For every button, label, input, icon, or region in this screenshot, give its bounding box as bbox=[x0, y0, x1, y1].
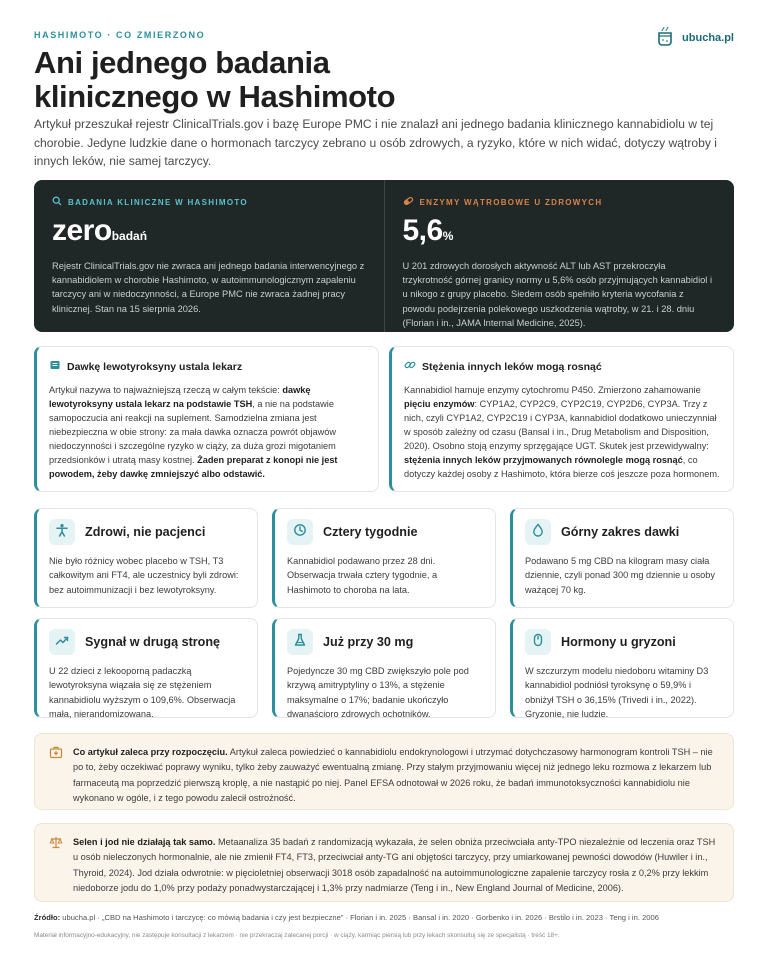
page-title: Ani jednego badania klinicznego w Hashimoto bbox=[34, 45, 396, 114]
note-title: Dawkę lewotyroksyny ustala lekarz bbox=[67, 360, 243, 373]
card-text: U 22 dzieci z lekooporną padaczką lewotyroksyna wiązała się ze stężeniem kannabidiolu wyższym o 109,6%. Obserwacja mała, nierandomizowana. bbox=[49, 666, 236, 720]
source-label: Źródło: bbox=[34, 913, 61, 922]
note-levothyroxine bbox=[34, 346, 379, 492]
card-title: Górny zakres dawki bbox=[561, 525, 680, 539]
card-text: Podawano 5 mg CBD na kilogram masy ciała dziennie, czyli ponad 300 mg dziennie u osoby ważącej 70 kg. bbox=[525, 556, 715, 595]
note-drug-levels bbox=[389, 346, 734, 492]
search-icon bbox=[52, 196, 62, 208]
callout-selenium-iodine bbox=[34, 823, 734, 902]
pill-icon bbox=[403, 196, 414, 208]
link-icon bbox=[404, 359, 416, 374]
source-footer bbox=[34, 913, 734, 922]
disclaimer: Materiał informacyjno-edukacyjny, nie zastępuje konsultacji z lekarzem · nie przekraczaj zalecanej porcji · w ciąży, karmiąc piersią lub przy lekach skonsultuj się ze specjalistą · treść 18+. bbox=[34, 932, 560, 939]
trend-up-icon bbox=[55, 633, 69, 652]
card-title: Już przy 30 mg bbox=[323, 635, 414, 649]
stat-label: ENZYMY WĄTROBOWE U ZDROWYCH bbox=[419, 197, 603, 207]
stats-panel bbox=[34, 180, 734, 332]
card-title: Cztery tygodnie bbox=[323, 525, 418, 539]
note-text-part: , a nie na podstawie samopoczucia ani reakcji na suplement. Samodzielna zmiana jest niebezpieczna w obie strony: za mała dawka oznacza powrót objawów niedoczynności i szczególne ryzyko w ciąży, za duża grozi migotaniem przedsionków i utratą masy kostnej. bbox=[49, 399, 337, 465]
card-title: Sygnał w drugą stronę bbox=[85, 635, 221, 649]
callout-text bbox=[73, 835, 719, 901]
stat-unit: badań bbox=[111, 229, 148, 243]
card-30mg bbox=[272, 618, 496, 718]
brand-name: ubucha.pl bbox=[682, 31, 734, 44]
brand-logo[interactable] bbox=[654, 24, 734, 51]
card-four-weeks bbox=[272, 508, 496, 608]
note-text-part: Kannabidiol hamuje enzymy cytochromu P450. Zmierzono zahamowanie bbox=[404, 385, 701, 395]
callout-body: Metaanaliza 35 badań z randomizacją wykazała, że selen obniża przeciwciała anty-TPO niezależnie od leczenia oraz TSH u osób nieleczonych hormonalnie, ale nie zmienił FT4, FT3, przeciwciał anty-TG ani objętości tarczycy, przy umiarkowanej pewności dowodów (Huwiler i in., Thyroid, 2024). Jod działa odwrotnie: w pięcioletniej obserwacji 3018 osób zapadalność na autoimmunologiczne zapalenie tarczycy rosła z 0,2% przy lekkim niedoborze jodu do 1,0% przy podaży ponadwystarczającej i 1,3% przy nadmiarze (Teng i in., New England Journal of Medicine, 2006). bbox=[73, 837, 716, 893]
callout-text bbox=[73, 745, 719, 809]
card-title: Zdrowi, nie pacjenci bbox=[85, 525, 206, 539]
source-text: ubucha.pl · „CBD na Hashimoto i tarczycę: co mówią badania i czy jest bezpieczne” · Florian i in. 2025 · Bansal i in. 2020 · Gorbenko i in. 2026 · Brstilo i in. 2023 · Teng i in. 2006 bbox=[60, 913, 659, 922]
stat-clinical-trials bbox=[34, 180, 384, 332]
clock-icon bbox=[293, 523, 307, 542]
kicker: HASHIMOTO · CO ZMIERZONO bbox=[34, 30, 206, 40]
card-text: Pojedyncze 30 mg CBD zwiększyło pole pod krzywą amitryptyliny o 13%, a stężenie maksymalne o 17%; badanie ukończyło dwanaściorо zdrowych ochotników. bbox=[287, 666, 469, 720]
drop-icon bbox=[531, 523, 545, 542]
stat-value: zero bbox=[52, 214, 112, 247]
stat-description: Rejestr ClinicalTrials.gov nie zwraca ani jednego badania interwencyjnego z kannabidiolem w chorobie Hashimoto, w autoimmunologicznym zapaleniu tarczycy ani w niedoczynności, a Europe PMC nie zwraca żadnej pracy klinicznej. Stan na 15 sierpnia 2026. bbox=[52, 261, 365, 314]
note-highlight: pięciu enzymów bbox=[404, 399, 475, 409]
callout-heading: Selen i jod nie działają tak samo. bbox=[73, 837, 216, 847]
note-highlight: Żaden preparat z konopi nie jest powodem, żeby dawkę zmniejszyć albo odstawić. bbox=[49, 455, 338, 479]
card-healthy-not-patients bbox=[34, 508, 258, 608]
kombucha-logo-icon bbox=[654, 24, 676, 51]
flask-icon bbox=[293, 633, 307, 652]
callout-start-advice bbox=[34, 733, 734, 810]
note-text-part: Artykuł nazywa to najważniejszą rzeczą w całym tekście: bbox=[49, 385, 283, 395]
person-icon bbox=[55, 523, 69, 542]
note-text-part: , co dotyczy każdej osoby z Hashimoto, która bierze coś jeszcze poza hormonem. bbox=[404, 455, 720, 479]
card-text: W szczurzym modelu niedoboru witaminy D3 kannabidiol podniósł tyroksynę o 59,9% i obniżył TSH o 36,15% (Trivedi i in., 2022). Gryzonie, nie ludzie. bbox=[525, 666, 709, 720]
stat-label: BADANIA KLINICZNE W HASHIMOTO bbox=[68, 197, 248, 207]
note-highlight: stężenia innych leków przyjmowanych równolegle mogą rosnąć bbox=[404, 455, 683, 465]
callout-heading: Co artykuł zaleca przy rozpoczęciu. bbox=[73, 747, 228, 757]
card-text: Nie było różnicy wobec placebo w TSH, T3 całkowitym ani FT4, ale uczestnicy byli zdrowi: bez autoimmunizacji i bez lewotyroksyny. bbox=[49, 556, 239, 595]
stat-unit: % bbox=[442, 229, 454, 243]
card-opposite-signal bbox=[34, 618, 258, 718]
note-title: Stężenia innych leków mogą rosnąć bbox=[422, 360, 602, 373]
note-text bbox=[49, 383, 366, 481]
stat-description: U 201 zdrowych dorosłych aktywność ALT lub AST przekroczyła trzykrotność górnej granicy normy u 5,6% osób przyjmujących kannabidiol i u nikogo z grupy placebo. Siedem osób spełniło kryteria wycofania z powodu podejrzenia polekowego uszkodzenia wątroby, w 21. i 28. dniu (Florian i in., JAMA Internal Medicine, 2025). bbox=[402, 261, 713, 328]
card-upper-dose bbox=[510, 508, 734, 608]
callout-body: Artykuł zaleca powiedzieć o kannabidiolu endokrynologowi i utrzymać dotychczasowy harmonogram kontroli TSH – nie po to, żeby oczekiwać poprawy wyniku, tylko żeby zauważyć ewentualną zmianę. Przy stałym przyjmowaniu więcej niż jednego leku rozmowa z lekarzem lub farmaceutą ma poprzedzić pierwszą kroplę, a nie nastąpić po niej. Panel EFSA odnotował w 2026 roku, że badań immunotoksyczności kannabidiolu nie wykonano w ogóle, i z tego powodu zalecił ostrożność. bbox=[73, 747, 713, 803]
note-text-part: : CYP1A2, CYP2C9, CYP2C19, CYP2D6, CYP3A. Trzy z nich, czyli CYP1A2, CYP2C19 i CYP3A, kannabidiol dodatkowo unieczynniał w sposób zależny od czasu (Bansal i in., Drug Metabolism and Disposition, 2020). Osobno stoją enzymy sprzęgające UGT. Skutek jest przewidywalny: bbox=[404, 399, 717, 451]
lead-paragraph: Artykuł przeszukał rejestr ClinicalTrials.gov i bazę Europe PMC i nie znalazł ani jednego badania klinicznego kannabidiolu w tej chorobie. Jedyne ludzkie dane o hormonach tarczycy zebrano u osób zdrowych, a ryzyko, które w nich widać, dotyczy wątroby i innych leków, nie samej tarczycy. bbox=[34, 117, 717, 168]
note-text bbox=[404, 383, 721, 481]
stat-liver-enzymes bbox=[384, 180, 735, 332]
document-icon bbox=[49, 359, 61, 374]
stat-value: 5,6 bbox=[402, 214, 443, 247]
scale-icon bbox=[49, 835, 63, 901]
medkit-icon bbox=[49, 745, 63, 809]
card-title: Hormony u gryzoni bbox=[561, 635, 676, 649]
note-highlight: dawkę lewotyroksyny ustala lekarz na podstawie TSH bbox=[49, 385, 311, 409]
mouse-icon bbox=[531, 633, 545, 652]
card-rodent-hormones bbox=[510, 618, 734, 718]
card-text: Kannabidiol podawano przez 28 dni. Obserwacja trwała cztery tygodnie, a Hashimoto to choroba na lata. bbox=[287, 556, 438, 595]
